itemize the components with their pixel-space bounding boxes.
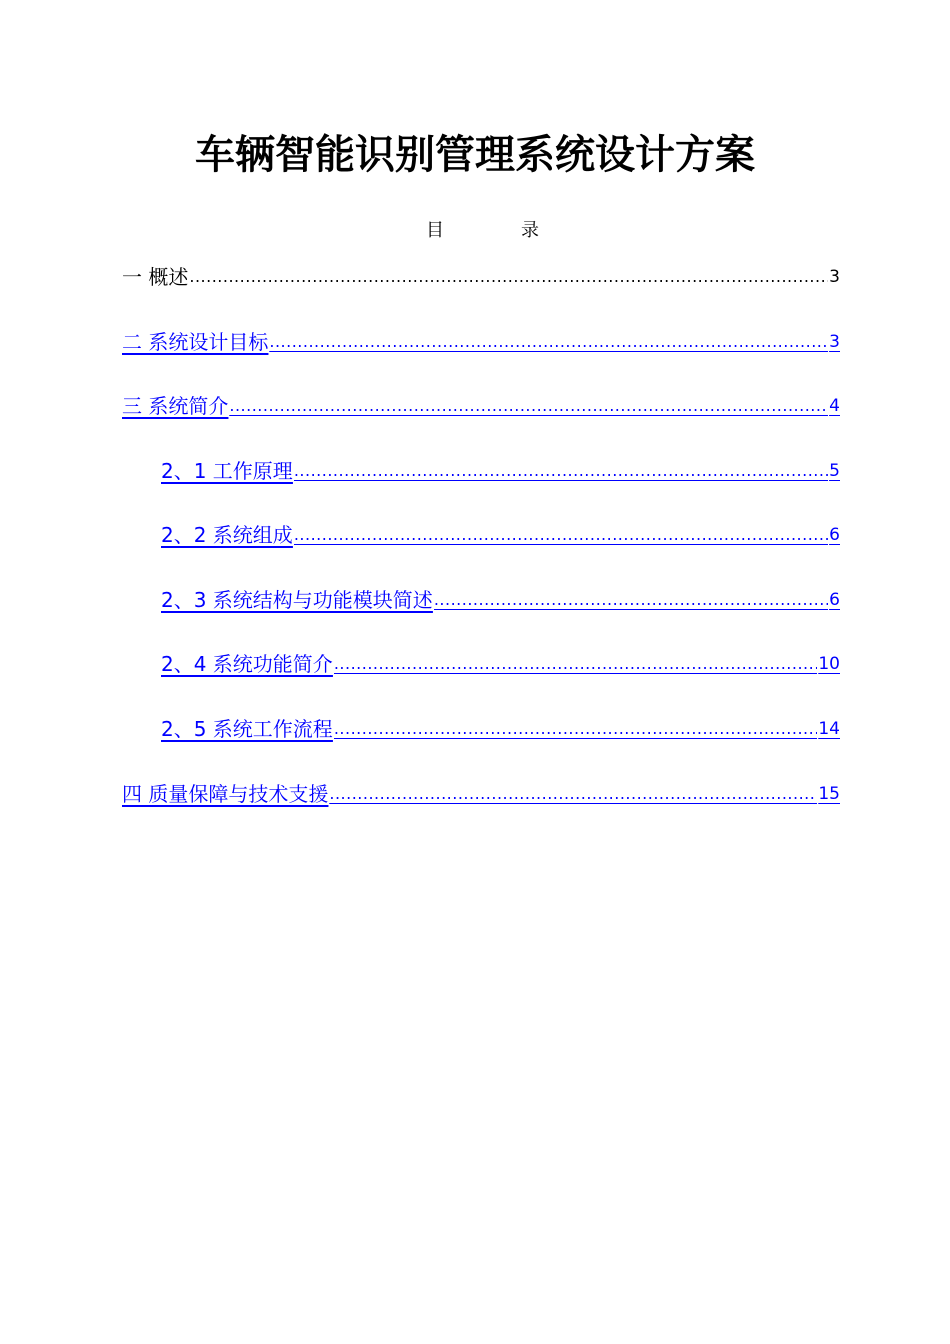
toc-dot-leader [294,524,828,546]
toc-entry-overview [122,263,840,291]
toc-dot-leader [269,331,828,353]
toc-dot-leader [294,460,828,482]
toc-entry-label: 2、1 工作原理 [161,459,293,483]
toc-heading [0,216,950,242]
toc-entry-label: 四 质量保障与技术支援 [122,782,329,806]
toc-link-system-composition[interactable] [161,521,840,549]
toc-dot-leader [434,589,828,611]
toc-dot-leader [329,783,817,805]
toc-link-design-goals[interactable] [122,328,840,356]
toc-link-structure-modules[interactable] [161,586,840,614]
toc-dot-leader [334,653,818,675]
toc-link-function-intro[interactable] [161,650,840,678]
toc-heading-char-1: 目 [426,220,444,241]
toc-page-number: 6 [829,525,840,545]
toc-link-working-principle[interactable] [161,457,840,485]
toc-entry-label: 2、5 系统工作流程 [161,717,333,741]
toc-page-number: 6 [829,590,840,610]
toc-heading-char-2: 录 [521,220,539,241]
toc-page-number: 3 [829,332,840,352]
toc-entry-label: 二 系统设计目标 [122,330,269,354]
toc-page-number: 4 [829,396,840,416]
document-title: 车辆智能识别管理系统设计方案 [195,132,755,178]
toc-dot-leader [334,718,818,740]
toc-entry-label: 三 系统简介 [122,394,229,418]
toc-link-quality-support[interactable] [122,780,840,808]
toc-link-system-intro[interactable] [122,392,840,420]
toc-page-number: 10 [818,654,840,674]
toc-entry-label: 2、4 系统功能简介 [161,652,333,676]
toc-page-number: 15 [818,784,840,804]
toc-entry-label: 一 概述 [122,265,189,289]
toc-dot-leader [229,395,828,417]
toc-dot-leader [189,266,828,288]
toc-entry-label: 2、3 系统结构与功能模块简述 [161,588,433,612]
toc-page-number: 14 [818,719,840,739]
toc-page-number: 3 [829,267,840,287]
toc-link-workflow[interactable] [161,715,840,743]
toc-page-number: 5 [829,461,840,481]
toc-entry-label: 2、2 系统组成 [161,523,293,547]
